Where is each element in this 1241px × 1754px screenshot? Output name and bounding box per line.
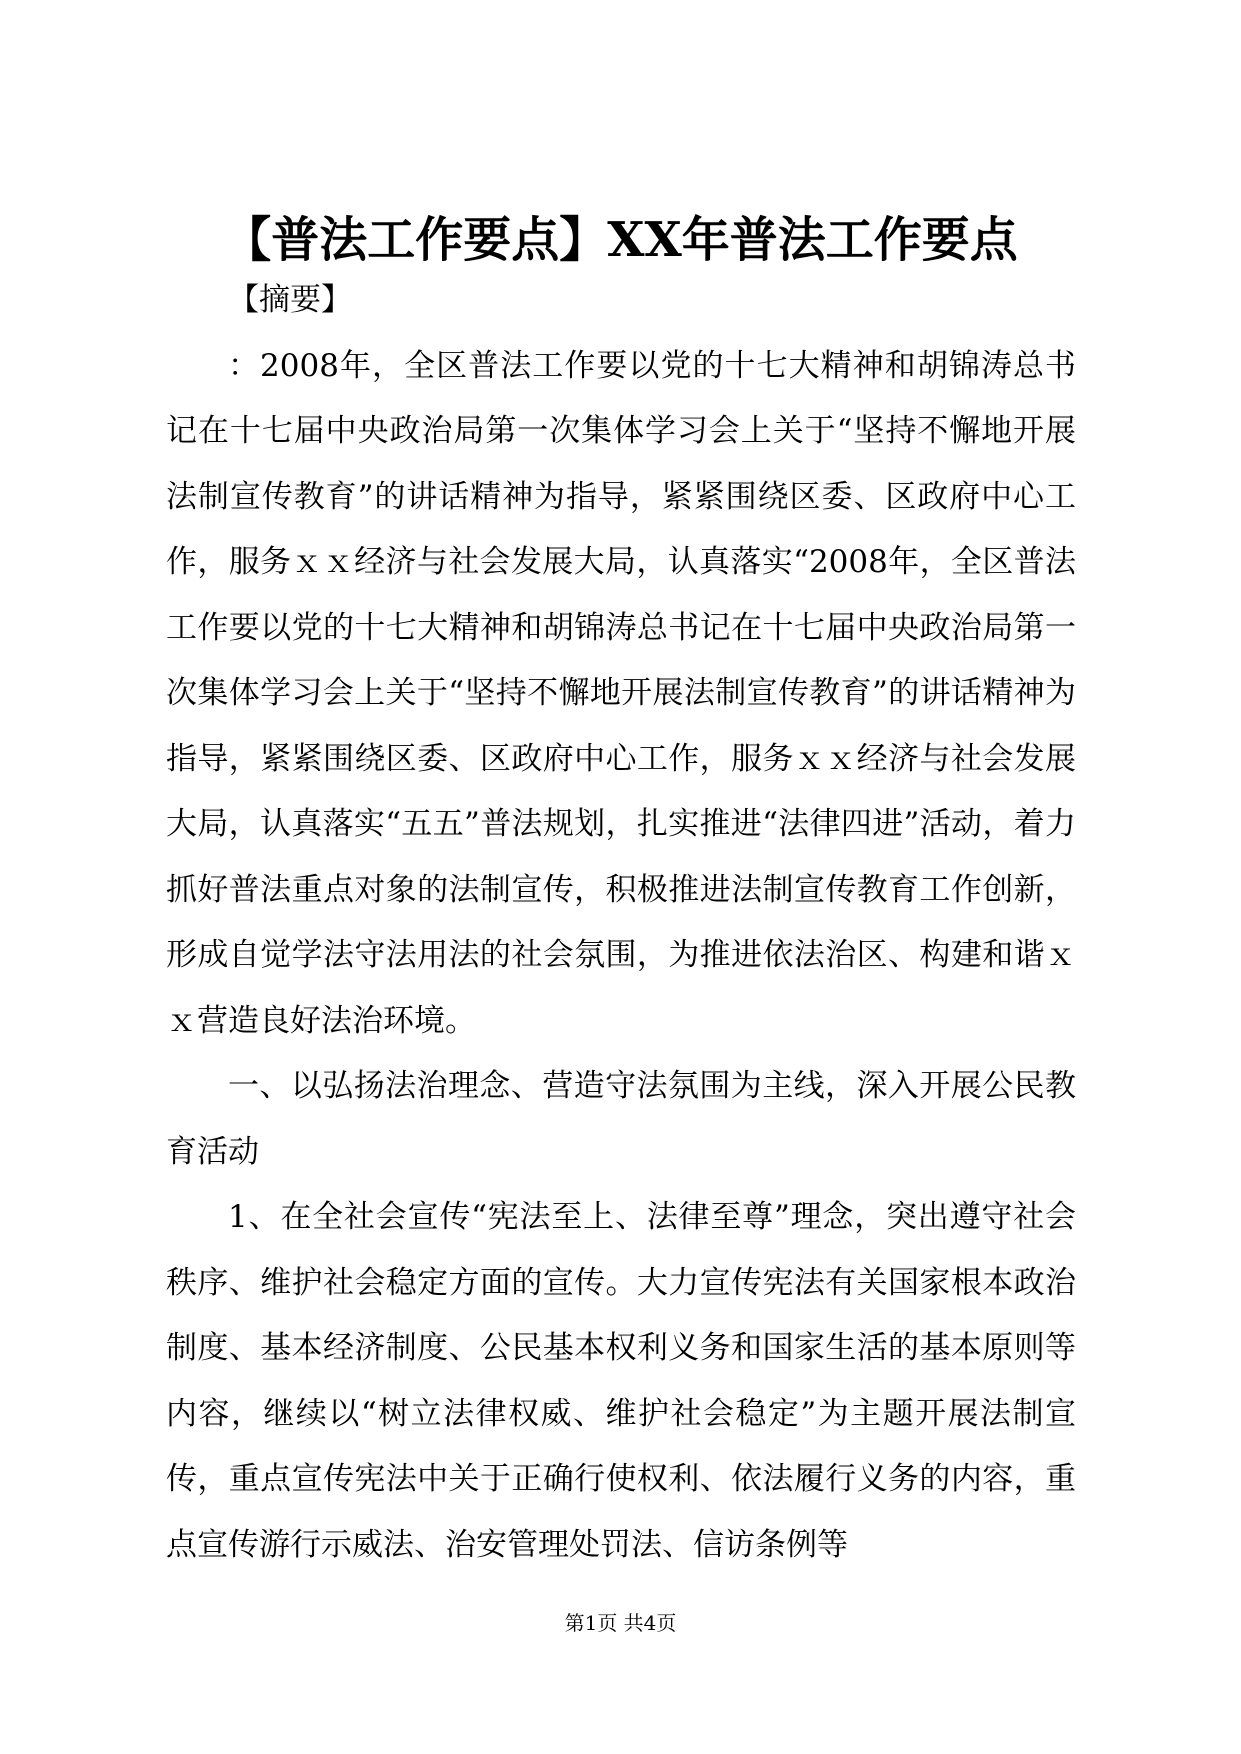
summary-paragraph: ：2008年，全区普法工作要以党的十七大精神和胡锦涛总书记在十七届中央政治局第一次集体学习会上关于“坚持不懈地开展法制宣传教育”的讲话精神为指导，紧紧围绕区委、区政府中心工作，服务ｘｘ经济与社会发展大局，认真落实“2008年，全区普法工作要以党的十七大精神和胡锦涛总书记在十七届中央政治局第一次集体学习会上关于“坚持不懈地开展法制宣传教育”的讲话精神为指导，紧紧围绕区委、区政府中心工作，服务ｘｘ经济与社会发展大局，认真落实“五五”普法规划，扎实推进“法律四进”活动，着力抓好普法重点对象的法制宣传，积极推进法制宣传教育工作创新，形成自觉学法守法用法的社会氛围，为推进依法治区、构建和谐ｘｘ营造良好法治环境。 bbox=[166, 347, 1076, 1039]
document-title: 【普法工作要点】XX年普法工作要点 bbox=[223, 212, 1018, 268]
page-number-footer: 第1页 共4页 bbox=[564, 1611, 677, 1635]
document-body bbox=[166, 268, 1076, 1578]
section-heading-1: 一、以弘扬法治理念、营造守法氛围为主线，深入开展公民教育活动 bbox=[166, 1068, 1076, 1170]
body-paragraph-1: 1、在全社会宣传“宪法至上、法律至尊”理念，突出遵守社会秩序、维护社会稳定方面的宣传。大力宣传宪法有关国家根本政治制度、基本经济制度、公民基本权利义务和国家生活的基本原则等内容，继续以“树立法律权威、维护社会稳定”为主题开展法制宣传，重点宣传宪法中关于正确行使权利、依法履行义务的内容，重点宣传游行示威法、治安管理处罚法、信访条例等 bbox=[166, 1199, 1076, 1563]
summary-heading: 【摘要】 bbox=[228, 282, 352, 318]
